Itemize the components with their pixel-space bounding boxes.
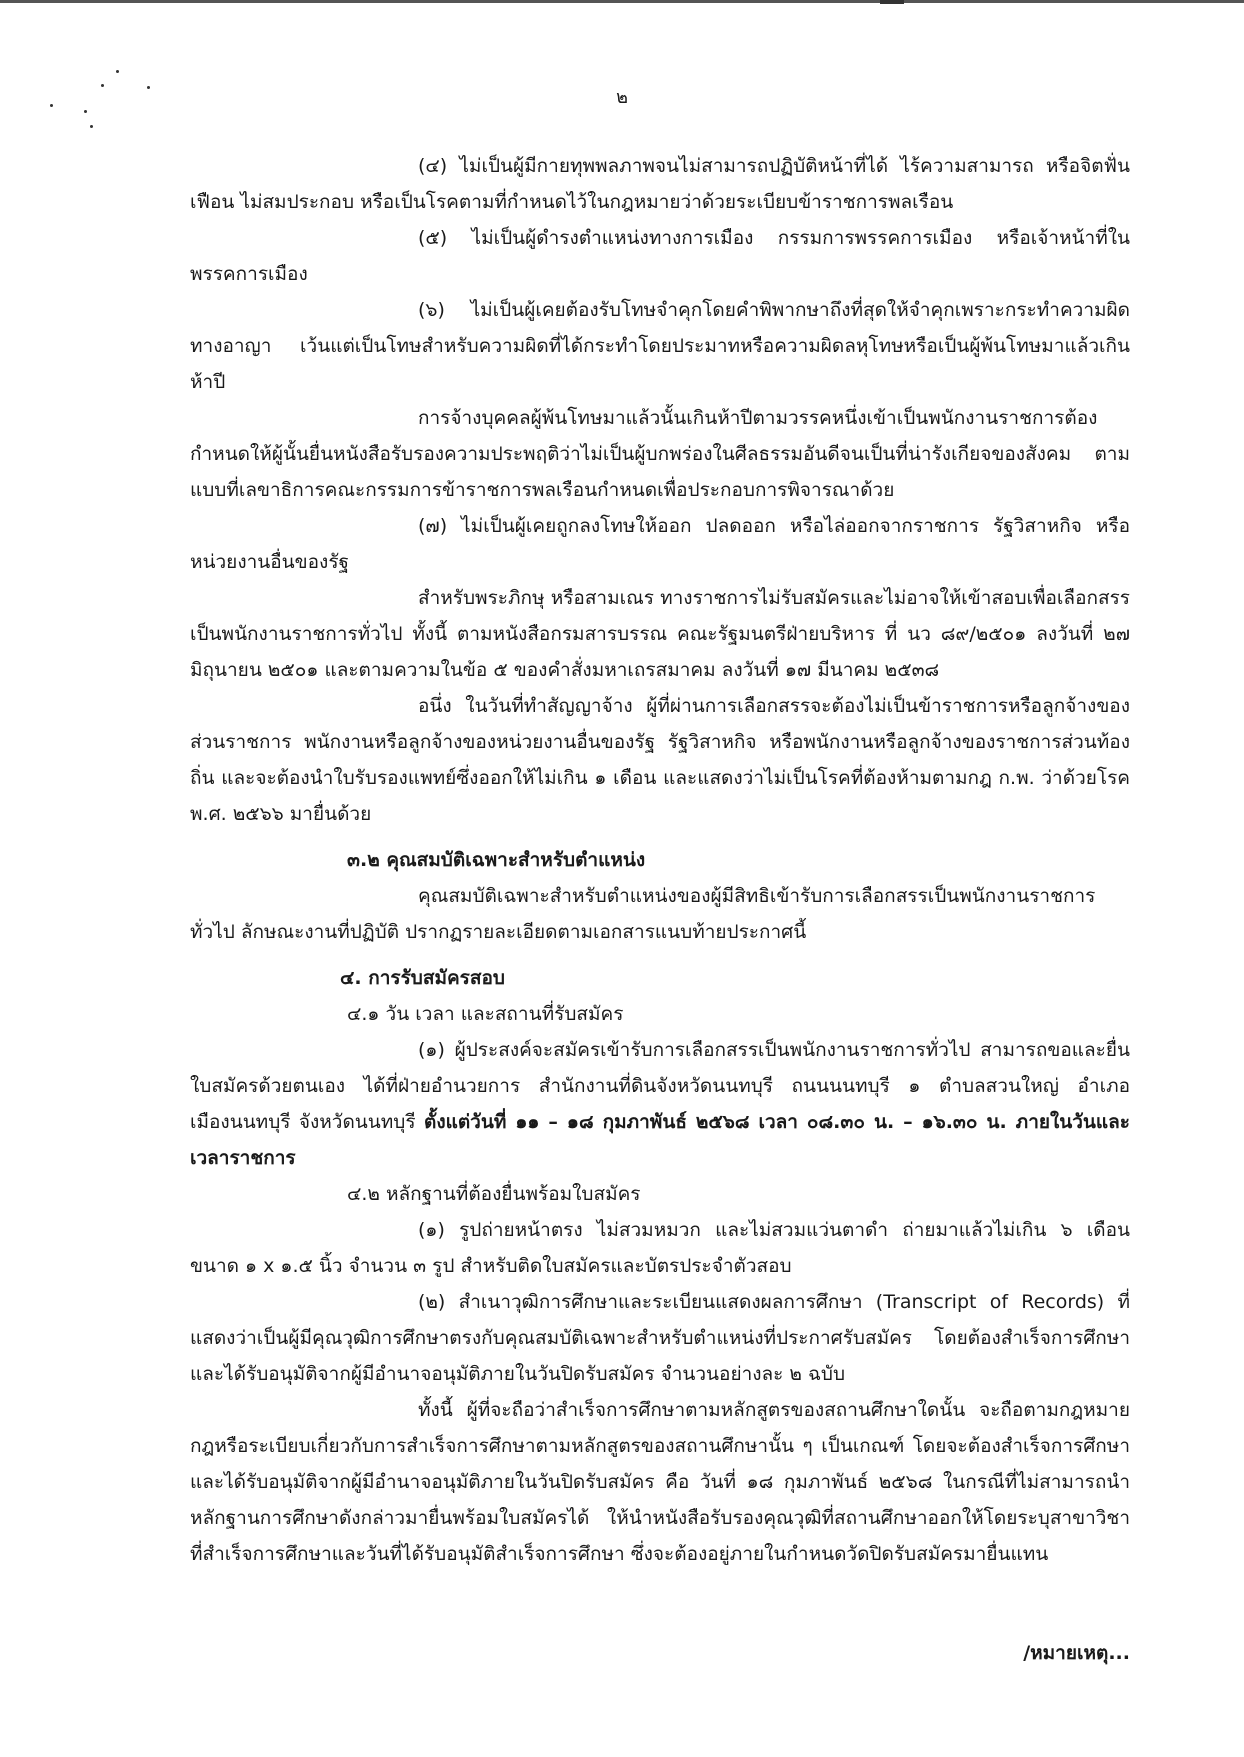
qualification-6: (๖) ไม่เป็นผู้เคยต้องรับโทษจำคุกโดยคำพิพากษาถึงที่สุดให้จำคุกเพราะกระทำความผิดทางอาญา เว้นแต่เป็นโทษสำหรับความผิดที่ได้กระทำโดยประมาทหรือความผิดลหุโทษหรือเป็นผู้พ้นโทษมาแล้วเกินห้าปี bbox=[190, 299, 1130, 393]
section-4-1-heading: ๔.๑ วัน เวลา และสถานที่รับสมัคร bbox=[347, 1003, 624, 1025]
scan-top-edge bbox=[0, 0, 1244, 3]
application-paragraph bbox=[190, 1032, 1130, 1176]
continuation-marker: /หมายเหตุ... bbox=[1023, 1642, 1130, 1664]
application-text: (๑) ผู้ประสงค์จะสมัครเข้ารับการเลือกสรรเป็นพนักงานราชการทั่วไป สามารถขอและยื่นใบสมัครด้วยตนเอง ได้ที่ฝ่ายอำนวยการ สำนักงานที่ดินจังหวัดนนทบุรี ถนนนนทบุรี ๑ ตำบลสวนใหญ่ อำเภอเมืองนนทบุรี จังหวัดนนทบุรี bbox=[190, 1039, 1130, 1133]
application-period: ตั้งแต่วันที่ ๑๑ – ๑๘ กุมภาพันธ์ ๒๕๖๘ เวลา ๐๘.๓๐ น. – ๑๖.๓๐ น. ภายในวันและเวลาราชการ bbox=[190, 1111, 1131, 1169]
section-4-2-heading: ๔.๒ หลักฐานที่ต้องยื่นพร้อมใบสมัคร bbox=[347, 1183, 641, 1205]
section-4-heading: ๔. การรับสมัครสอบ bbox=[340, 967, 505, 989]
scan-mark bbox=[880, 0, 904, 4]
document-2-note: ทั้งนี้ ผู้ที่จะถือว่าสำเร็จการศึกษาตามหลักสูตรของสถานศึกษาใดนั้น จะถือตามกฎหมาย กฎหรือระเบียบเกี่ยวกับการสำเร็จการศึกษาตามหลักสูตรของสถานศึกษานั้น ๆ เป็นเกณฑ์ โดยจะต้องสำเร็จการศึกษาและได้รับอนุมัติจากผู้มีอำนาจอนุมัติภายในวันปิดรับสมัคร คือ วันที่ ๑๘ กุมภาพันธ์ ๒๕๖๘ ในกรณีที่ไม่สามารถนำหลักฐานการศึกษาดังกล่าวมายื่นพร้อมใบสมัครได้ ให้นำหนังสือรับรองคุณวุฒิที่สถานศึกษาออกให้โดยระบุสาขาวิชาที่สำเร็จการศึกษาและวันที่ได้รับอนุมัติสำเร็จการศึกษา ซึ่งจะต้องอยู่ภายในกำหนดวัดปิดรับสมัครมายื่นแทน bbox=[190, 1399, 1130, 1565]
section-3-2-heading: ๓.๒ คุณสมบัติเฉพาะสำหรับตำแหน่ง bbox=[347, 849, 646, 871]
document-body bbox=[190, 148, 1130, 1572]
document-1: (๑) รูปถ่ายหน้าตรง ไม่สวมหมวก และไม่สวมแว่นตาดำ ถ่ายมาแล้วไม่เกิน ๖ เดือน ขนาด ๑ x ๑.๕ นิ้ว จำนวน ๓ รูป สำหรับติดใบสมัครและบัตรประจำตัวสอบ bbox=[190, 1219, 1130, 1277]
qualification-7: (๗) ไม่เป็นผู้เคยถูกลงโทษให้ออก ปลดออก หรือไล่ออกจากราชการ รัฐวิสาหกิจ หรือหน่วยงานอื่นของรัฐ bbox=[190, 515, 1130, 573]
document-2: (๒) สำเนาวุฒิการศึกษาและระเบียนแสดงผลการศึกษา (Transcript of Records) ที่แสดงว่าเป็นผู้มีคุณวุฒิการศึกษาตรงกับคุณสมบัติเฉพาะสำหรับตำแหน่งที่ประกาศรับสมัคร โดยต้องสำเร็จการศึกษาและได้รับอนุมัติจากผู้มีอำนาจอนุมัติภายในวันปิดรับสมัคร จำนวนอย่างละ ๒ ฉบับ bbox=[190, 1291, 1130, 1385]
scan-speck bbox=[90, 125, 93, 128]
qualification-6-note: การจ้างบุคคลผู้พ้นโทษมาแล้วนั้นเกินห้าปีตามวรรคหนึ่งเข้าเป็นพนักงานราชการต้องกำหนดให้ผู้นั้นยื่นหนังสือรับรองความประพฤติว่าไม่เป็นผู้บกพร่องในศีลธรรมอันดีจนเป็นที่น่ารังเกียจของสังคม ตามแบบที่เลขาธิการคณะกรรมการข้าราชการพลเรือนกำหนดเพื่อประกอบการพิจารณาด้วย bbox=[190, 407, 1130, 501]
qualification-5: (๕) ไม่เป็นผู้ดำรงตำแหน่งทางการเมือง กรรมการพรรคการเมือง หรือเจ้าหน้าที่ในพรรคการเมือง bbox=[190, 227, 1130, 285]
scan-speck bbox=[116, 70, 119, 73]
monk-notice: สำหรับพระภิกษุ หรือสามเณร ทางราชการไม่รับสมัครและไม่อาจให้เข้าสอบเพื่อเลือกสรรเป็นพนักงานราชการทั่วไป ทั้งนี้ ตามหนังสือกรมสารบรรณ คณะรัฐมนตรีฝ่ายบริหาร ที่ นว ๘๙/๒๕๐๑ ลงวันที่ ๒๗ มิถุนายน ๒๕๐๑ และตามความในข้อ ๕ ของคำสั่งมหาเถรสมาคม ลงวันที่ ๑๗ มีนาคม ๒๕๓๘ bbox=[190, 587, 1130, 681]
page-number: ๒ bbox=[616, 87, 628, 108]
qualification-4: (๔) ไม่เป็นผู้มีกายทุพพลภาพจนไม่สามารถปฏิบัติหน้าที่ได้ ไร้ความสามารถ หรือจิตฟั่นเฟือน ไม่สมประกอบ หรือเป็นโรคตามที่กำหนดไว้ในกฎหมายว่าด้วยระเบียบข้าราชการพลเรือน bbox=[190, 155, 1130, 213]
contract-notice: อนึ่ง ในวันที่ทำสัญญาจ้าง ผู้ที่ผ่านการเลือกสรรจะต้องไม่เป็นข้าราชการหรือลูกจ้างของส่วนราชการ พนักงานหรือลูกจ้างของหน่วยงานอื่นของรัฐ รัฐวิสาหกิจ หรือพนักงานหรือลูกจ้างของราชการส่วนท้องถิ่น และจะต้องนำใบรับรองแพทย์ซึ่งออกให้ไม่เกิน ๑ เดือน และแสดงว่าไม่เป็นโรคที่ต้องห้ามตามกฎ ก.พ. ว่าด้วยโรค พ.ศ. ๒๕๖๖ มายื่นด้วย bbox=[190, 695, 1130, 825]
section-3-2-body: คุณสมบัติเฉพาะสำหรับตำแหน่งของผู้มีสิทธิเข้ารับการเลือกสรรเป็นพนักงานราชการทั่วไป ลักษณะงานที่ปฏิบัติ ปรากฏรายละเอียดตามเอกสารแนบท้ายประกาศนี้ bbox=[190, 885, 1096, 943]
